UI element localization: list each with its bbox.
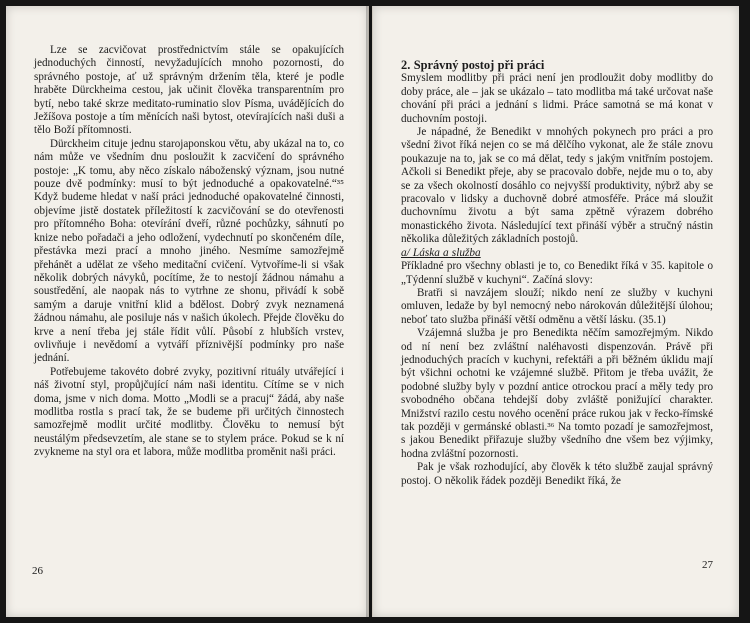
right-body-paragraph-1: Příkladné pro všechny oblasti je to, co Benedikt říká v 35. kapitole o „Týdenní službě v kuchyni“. Začíná slovy: (401, 260, 713, 286)
right-intro-paragraph-1: Smyslem modlitby při práci není jen prodloužit doby modlitby do doby práce, ale – jak se ukázalo – tato modlitba má také určovat naše chování při práci a jednání s lidmi. Práce samotná se má konat v duchovním postoji. (401, 72, 713, 125)
right-page-text (401, 59, 713, 488)
right-body-paragraph-4: Pak je však rozhodující, aby člověk k této službě zaujal správný postoj. O několik řádek později Benedikt říká, že (401, 461, 713, 487)
right-body-paragraph-2: Bratři si navzájem slouží; nikdo není ze služby v kuchyni omluven, ledaže by byl nemocný nebo nárokován důležitější úlohou; neboť tato služba přináší větší odměnu a větší lásku. (35.1) (401, 286, 713, 326)
left-paragraph-1: Lze se zacvičovat prostřednictvím stále se opakujících jednoduchých činností, nevyžadujících mnoho pozornosti, do správného postoje, ať už správným držením těla, které je podle hraběte Dürckheima cestou, jak učinit člověka transparentním pro bytí, nebo také skrze meditato-ruminatio slov Písma, uvádějících do Ježíšova postoje a tím měnících naši bytost, otevírajících naši duši a tělo Boží přítomnosti. (34, 44, 344, 137)
left-paragraph-3: Potřebujeme takovéto dobré zvyky, pozitivní rituály utvářející i náš životní styl, propůjčující nám naši identitu. Cítíme se v nich doma, jsme v nich doma. Motto „Modli se a pracuj“ žádá, aby naše modlitba rostla s prací tak, že se budeme při určitých činnostech samozřejmě modlit určité modlitby. Člověku to nemusí být neustálým předsevzetím, ale stane se to stylem práce. Pokud se k ní zvykneme na styl ora et labora, může modlitba proměnit naši práci. (34, 365, 344, 459)
section-heading: 2. Správný postoj při práci (401, 58, 545, 72)
subsection-heading: a/ Láska a služba (401, 246, 481, 259)
left-page (6, 6, 369, 617)
left-page-text (34, 44, 344, 460)
right-page (372, 6, 739, 617)
right-body-paragraph-3: Vzájemná služba je pro Benedikta něčím samozřejmým. Nikdo od ní není bez zvláštní naléhavosti dispenzován. Právě při jednoduchých pracích v kuchyni, refektáři a při běžném úklidu mají být všichni ochotni ke vzájemné službě. Přitom je třeba uvážit, že podobné služby byly v pozdní antice otrockou prací a měly tedy pro svobodného občana tehdejší doby zvláště ponižující charakter. Mnižství razilo cestu nového ocenění práce rukou jak v řecko-římské tak později v germánské oblasti.³⁶ Na tomto pozadí je samozřejmost, s jakou Benedikt přiřazuje služby všedního dne všem bez výjimky, hodna zvláštní pozornosti. (401, 327, 713, 460)
right-intro-paragraph-2: Je nápadné, že Benedikt v mnohých pokynech pro práci a pro všední život říká nejen co se má dělčího vykonat, ale že stále znovu poukazuje na to, jak se co má dělat, tedy s jakým vnitřním postojem. Ačkoli si Benedikt přeje, aby se pracovalo dobře, nejde mu o to, aby se za všech okolností dosáhlo co nejvyšší produktivity, nýbrž aby se pracovalo v lidsky a duchovně dobré atmosféře. Práce má sloužit duchovnímu životu a být sama zpětně výrazem dobrého monastického života. Následující text přináší výběr a stručný nástin několika důležitých základních postojů. (401, 126, 713, 246)
right-page-number: 27 (702, 559, 713, 571)
left-page-number: 26 (32, 565, 43, 577)
left-paragraph-2: Dürckheim cituje jednu starojaponskou větu, aby ukázal na to, co nám může ve všedním dnu posloužit k zacvičení do správného postoje: „K tomu, aby něco získalo náboženský význam, jsou nutné pouze dvě podmínky: musí to být jednoduché a opakovatelné.“³⁵ Když budeme hledat v naší práci jednoduché opakovatelné činnosti, objevíme jistě dostatek příležitostí k zacvičování se do otevřenosti pro přítomného Boha: otevírání dveří, různé pochůzky, sáhnutí po knize nebo pořadači a jeho odložení, vydechnutí po skončeném díle, přestávka mezi prací a mnoho jiného. Nesmíme samozřejmě přehánět a udělat ze všeho meditační cvičení. Vytvoříme-li si však několik dobrých návyků, pocítíme, že to nestojí žádnou námahu a soustředění, ale naopak nás to vytrhne ze shonu, přivádí k sobě samým a daruje vnitřní klid a bdělost. Dobrý zvyk neznamená žádnou námahu, ale posiluje nás v našich úkolech. Přejde člověku do krve a není třeba jej stále řídit vůlí. Působí z hlubších vrstev, ovlivňuje i nevědomí a vytváří příznivější podmínky pro naše jednání. (34, 137, 344, 365)
